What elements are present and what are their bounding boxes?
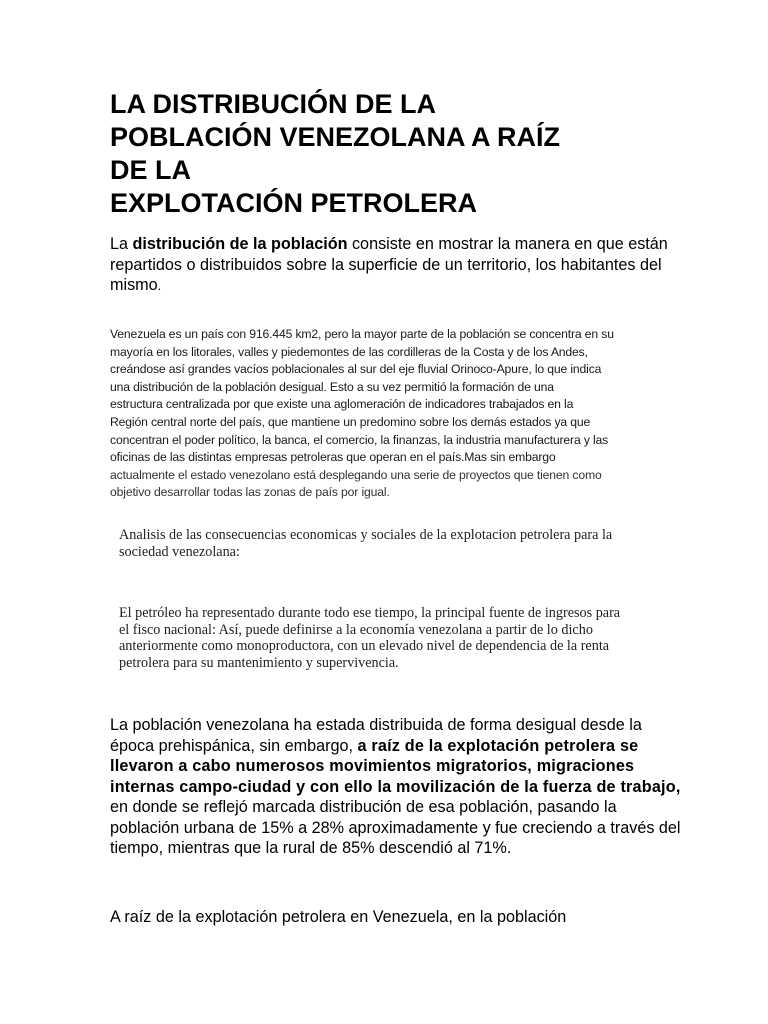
embedded-line: objetivo desarrollar todas las zonas de país por igual. <box>110 485 390 500</box>
analysis-body-line: el fisco nacional: Así, puede definirse a la economía venezolana a partir de lo dicho <box>119 621 593 638</box>
migration-bold-text: a raíz de la explotación petrolera se llevaron a cabo numerosos movimientos migratorios, migraciones internas campo-ciudad y con ello la movilización de la fuerza de trabajo, <box>110 736 681 796</box>
embedded-text-image <box>110 326 670 502</box>
embedded-line: una distribución de la población desigual. Esto a su vez permitió la formación de una <box>110 379 554 394</box>
embedded-line: actualmente el estado venezolano está desplegando una serie de proyectos que tienen como <box>110 467 602 482</box>
migration-paragraph <box>110 715 690 859</box>
closing-text: A raíz de la explotación petrolera en Venezuela, en la población <box>110 908 567 926</box>
intro-bold-term: distribución de la población <box>132 235 348 253</box>
embedded-line: mayoría en los litorales, valles y piedemontes de las cordilleras de la Costa y de los Andes, <box>110 344 588 359</box>
analysis-body-line: El petróleo ha representado durante todo ese tiempo, la principal fuente de ingresos para <box>119 605 621 621</box>
title-line: POBLACIÓN VENEZOLANA A RAÍZ <box>110 122 560 152</box>
analysis-body-image <box>119 605 659 671</box>
analysis-heading-image <box>119 527 659 560</box>
embedded-line: Región central norte del país, que mantiene un predomino sobre los demás estados ya que <box>110 414 591 429</box>
intro-period: . <box>157 278 162 293</box>
intro-text: La <box>110 235 133 253</box>
closing-paragraph <box>110 907 690 928</box>
embedded-line: estructura centralizada por que existe una aglomeración de indicadores trabajados en la <box>110 397 574 412</box>
analysis-heading-line: Analisis de las consecuencias economicas y sociales de la explotacion petrolera para la <box>119 527 613 543</box>
analysis-heading-line: sociedad venezolana: <box>119 543 240 560</box>
title-line: EXPLOTACIÓN PETROLERA <box>110 188 478 218</box>
analysis-body-line: anteriormente como monoproductora, con un elevado nivel de dependencia de la renta <box>119 638 610 654</box>
migration-text: La población venezolana ha estada distribuida de forma desigual desde la época prehispánica, sin embargo, <box>110 716 642 755</box>
analysis-body-line: petrolera para su mantenimiento y supervivencia. <box>119 654 399 671</box>
document-title <box>110 88 670 220</box>
title-line: DE LA <box>110 155 191 185</box>
embedded-line: Venezuela es un país con 916.445 km2, pero la mayor parte de la población se concentra en su <box>110 327 614 341</box>
intro-text: consiste en mostrar la manera en que están repartidos o distribuidos sobre la superficie de un territorio, los habitantes del mismo <box>110 235 668 294</box>
embedded-line: oficinas de las distintas empresas petroleras que operan en el país.Mas sin embargo <box>110 450 556 465</box>
migration-text: en donde se reflejó marcada distribución de esa población, pasando la población urbana de 15% a 28% aproximadamente y fue creciendo a través del tiempo, mientras que la rural de 85% descendió al 71%. <box>110 798 681 857</box>
title-line: LA DISTRIBUCIÓN DE LA <box>110 89 436 119</box>
intro-paragraph <box>110 234 680 297</box>
embedded-line: creándose así grandes vacíos poblacionales al sur del eje fluvial Orinoco-Apure, lo que indica <box>110 362 602 377</box>
embedded-line: concentran el poder político, la banca, el comercio, la finanzas, la industria manufacturera y las <box>110 432 609 447</box>
